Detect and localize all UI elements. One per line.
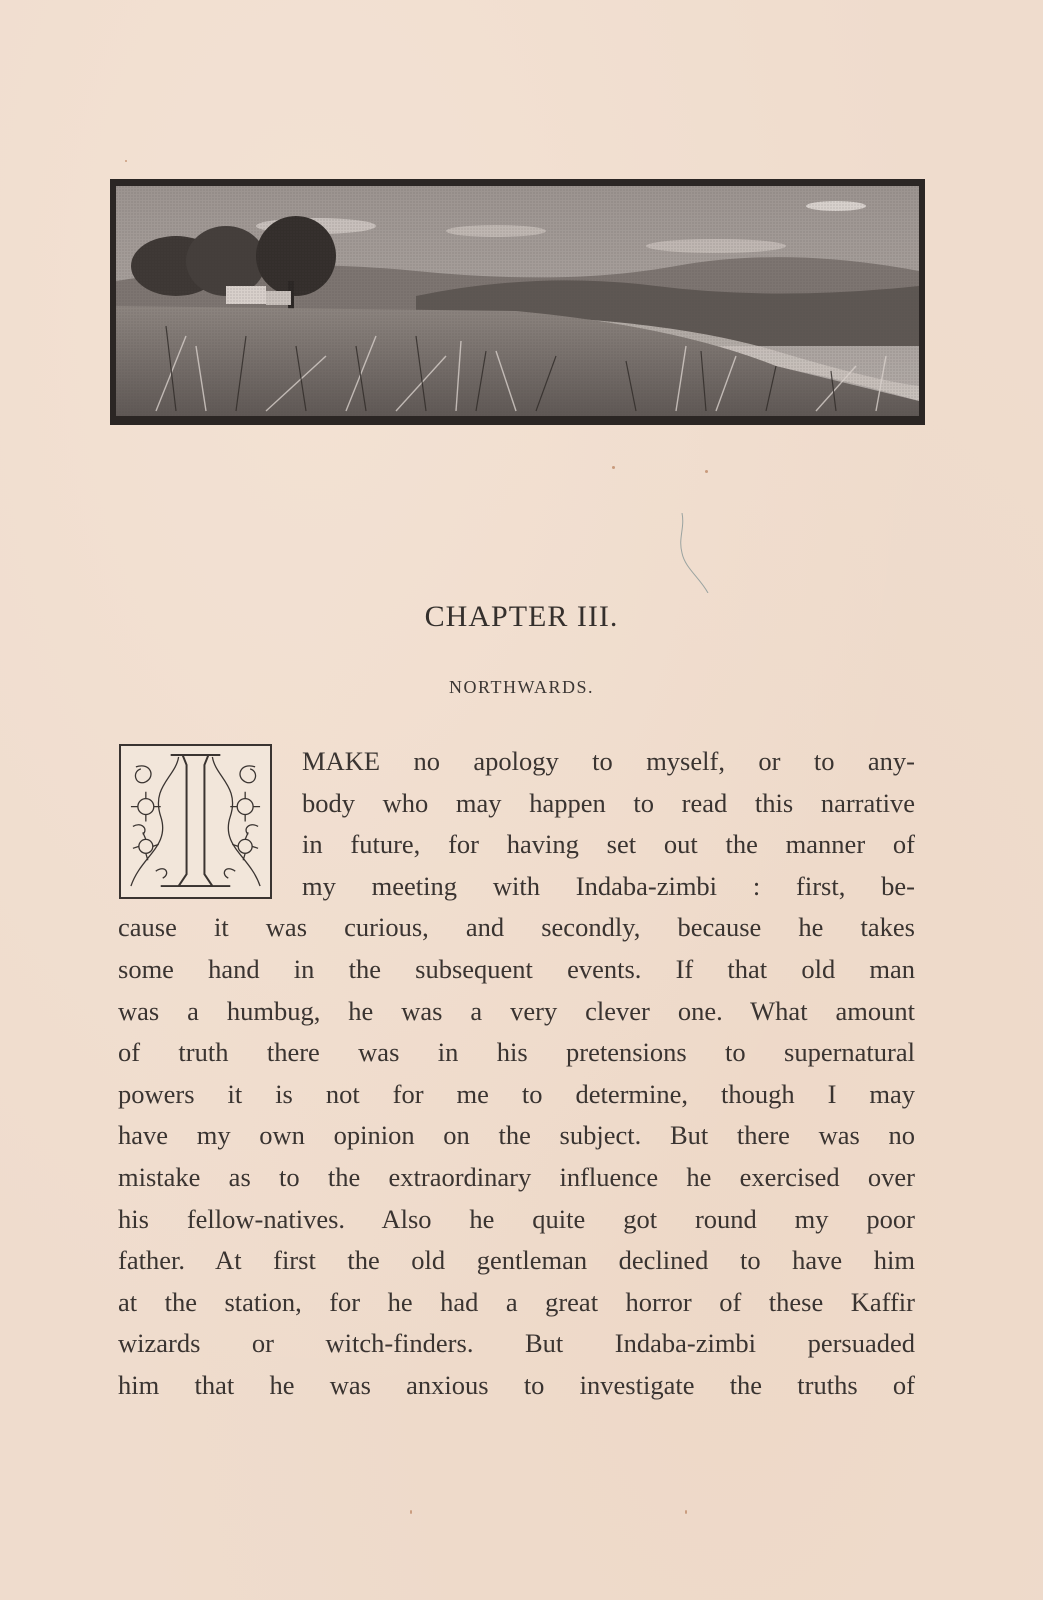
paper-hair-artifact — [680, 513, 710, 593]
text-line: my meeting with Indaba-zimbi : first, be- — [302, 870, 915, 901]
chapter-title: CHAPTER III. — [424, 600, 619, 633]
text-line: him that he was anxious to investigate the truths of — [118, 1369, 915, 1400]
text-line: MAKE no apology to myself, or to any- — [302, 746, 915, 776]
paper-speck — [410, 1510, 412, 1514]
body-paragraph — [118, 741, 915, 1407]
paper-speck — [685, 1510, 687, 1514]
text-line: body who may happen to read this narrative — [302, 787, 915, 818]
text-line: powers it is not for me to determine, though I may — [118, 1078, 915, 1109]
text-line: some hand in the subsequent events. If that old man — [118, 953, 915, 984]
text-line: in future, for having set out the manner of — [302, 829, 915, 860]
paper-speck — [705, 470, 708, 473]
text-line: of truth there was in his pretensions to supernatural — [118, 1037, 915, 1068]
landscape-engraving-image — [116, 186, 919, 416]
text-line: his fellow-natives. Also he quite got round my poor — [118, 1203, 915, 1234]
text-line: have my own opinion on the subject. But there was no — [118, 1120, 915, 1151]
paper-speck — [125, 160, 127, 162]
landscape-illustration — [110, 179, 925, 425]
text-line: cause it was curious, and secondly, because he takes — [118, 912, 915, 943]
text-line: mistake as to the extraordinary influence he exercised over — [118, 1161, 915, 1192]
paper-speck — [612, 466, 615, 469]
text-line: at the station, for he had a great horror of these Kaffir — [118, 1286, 915, 1317]
chapter-subtitle: NORTHWARDS. — [449, 677, 594, 697]
text-line: was a humbug, he was a very clever one. What amount — [118, 995, 915, 1026]
text-line: wizards or witch-finders. But Indaba-zimbi persuaded — [118, 1328, 915, 1359]
text-line: father. At first the old gentleman declined to have him — [118, 1245, 915, 1276]
